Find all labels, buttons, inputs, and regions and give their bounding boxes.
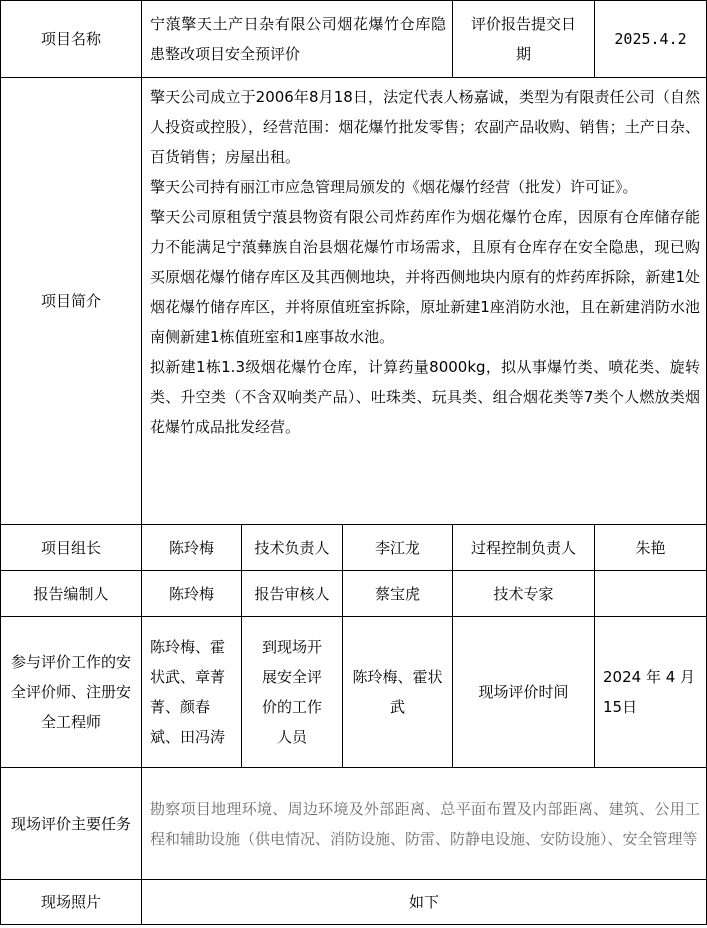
row-project-intro (1, 78, 707, 525)
label-project-intro: 项目简介 (1, 78, 142, 525)
label-onsite-tasks: 现场评价主要任务 (1, 768, 142, 880)
tech-lead: 李江龙 (343, 525, 453, 571)
intro-paragraph: 擎天公司原租赁宁蒗县物资有限公司炸药库作为烟花爆竹仓库，因原有仓库储存能力不能满足宁蒗彝族自治县烟花爆竹市场需求，且原有仓库存在安全隐患，现已购买原烟花爆竹储存库区及其西侧地块，并将西侧地块内原有的炸药库拆除，新建1处烟花爆竹储存库区，并将原值班室拆除，原址新建1座消防水池，且在新建消防水池南侧新建1栋值班室和1座事故水池。 (150, 208, 701, 346)
label-project-leader: 项目组长 (1, 525, 142, 571)
label-project-name: 项目名称 (1, 1, 142, 78)
row-onsite-tasks (1, 768, 707, 880)
process-control-lead: 朱艳 (595, 525, 707, 571)
onsite-photos: 如下 (142, 880, 707, 925)
report-reviewer: 蔡宝虎 (343, 571, 453, 617)
row-project-name (1, 1, 707, 78)
onsite-time: 2024 年 4 月 15日 (595, 617, 707, 768)
onsite-staff: 陈玲梅、霍状武 (343, 617, 453, 768)
label-tech-expert: 技术专家 (453, 571, 595, 617)
label-submit-date: 评价报告提交日期 (453, 1, 595, 78)
project-intro (142, 78, 707, 525)
tech-expert (595, 571, 707, 617)
evaluators: 陈玲梅、霍状武、章菁菁、颜春斌、田冯涛 (142, 617, 242, 768)
row-onsite-photos (1, 880, 707, 925)
project-leader: 陈玲梅 (142, 525, 242, 571)
onsite-tasks: 勘察项目地理环境、周边环境及外部距离、总平面布置及内部距离、建筑、公用工程和辅助设施（供电情况、消防设施、防雷、防静电设施、安防设施）、安全管理等 (142, 768, 707, 880)
label-tech-lead: 技术负责人 (242, 525, 343, 571)
project-name: 宁蒗擎天土产日杂有限公司烟花爆竹仓库隐患整改项目安全预评价 (142, 1, 453, 78)
row-team-leader (1, 525, 707, 571)
intro-paragraph: 擎天公司持有丽江市应急管理局颁发的《烟花爆竹经营（批发）许可证》。 (150, 178, 638, 196)
label-onsite-time: 现场评价时间 (453, 617, 595, 768)
intro-paragraph: 擎天公司成立于2006年8月18日，法定代表人杨嘉诚，类型为有限责任公司（自然人投资或控股），经营范围：烟花爆竹批发零售；农副产品收购、销售；土产日杂、百货销售；房屋出租。 (150, 88, 701, 166)
label-onsite-photos: 现场照片 (1, 880, 142, 925)
row-report-writer (1, 571, 707, 617)
label-onsite-staff: 到现场开展安全评价的工作人员 (242, 617, 343, 768)
label-evaluators: 参与评价工作的安全评价师、注册安全工程师 (1, 617, 142, 768)
report-writer: 陈玲梅 (142, 571, 242, 617)
submit-date: 2025.4.2 (595, 1, 707, 78)
label-process-control: 过程控制负责人 (453, 525, 595, 571)
intro-paragraph: 拟新建1栋1.3级烟花爆竹仓库，计算药量8000kg，拟从事爆竹类、喷花类、旋转类、升空类（不含双响类产品）、吐珠类、玩具类、组合烟花类等7类个人燃放类烟花爆竹成品批发经营。 (150, 358, 701, 436)
label-report-reviewer: 报告审核人 (242, 571, 343, 617)
label-report-writer: 报告编制人 (1, 571, 142, 617)
row-evaluators (1, 617, 707, 768)
